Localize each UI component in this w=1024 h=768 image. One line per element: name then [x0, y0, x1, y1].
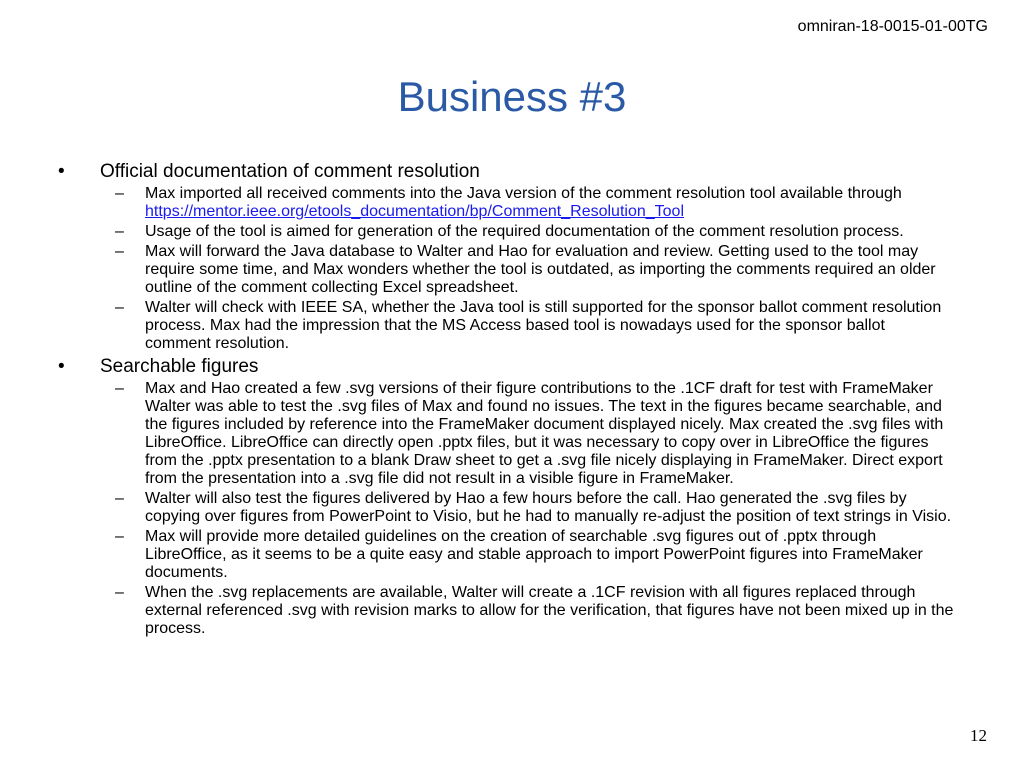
- slide-content: [58, 160, 978, 640]
- section-comment-resolution: [58, 160, 978, 353]
- dash-marker: –: [115, 185, 124, 202]
- sub-item: [58, 584, 978, 638]
- sub-item: [58, 243, 978, 297]
- bullet-item: [58, 355, 978, 378]
- bullet-marker: •: [58, 161, 65, 182]
- sub-item: [58, 490, 978, 526]
- sub-item-text: [145, 185, 978, 221]
- sub-item: [58, 223, 978, 241]
- document-id: omniran-18-0015-01-00TG: [797, 18, 988, 35]
- sub-item-text: Max and Hao created a few .svg versions of their figure contributions to the .1CF draft for test with FrameMaker Walter was able to test the .svg files of Max and found no issues. The text in the figures became searchable, and the figures included by reference into the FrameMaker document displayed nicely. Max created the .svg files with LibreOffice. LibreOffice can directly open .pptx files, but it was necessary to copy over in LibreOffice the figures from the .pptx presentation to a blank Draw sheet to get a .svg file nicely displaying in FrameMaker. Direct export from the presentation into a .svg file did not result in a visible figure in FrameMaker.: [145, 380, 944, 487]
- sub-item: [58, 528, 978, 582]
- sub-item: [58, 380, 978, 488]
- bullet-marker: •: [58, 356, 65, 377]
- sub-item-text: Walter will also test the figures delivered by Hao a few hours before the call. Hao generated the .svg files by copying over figures from PowerPoint to Visio, but he had to manually re-adjust the position of text strings in Visio.: [145, 490, 952, 525]
- dash-marker: –: [115, 584, 124, 601]
- bullet-label: Searchable figures: [100, 356, 259, 377]
- sub-item: [58, 185, 978, 221]
- sub-item-text-part: Max imported all received comments into the Java version of the comment resolution tool available through: [145, 185, 902, 202]
- sub-item-text: Walter will check with IEEE SA, whether the Java tool is still supported for the sponsor ballot comment resolution process. Max had the impression that the MS Access based tool is nowadays used for the sponsor ballot comment resolution.: [145, 299, 942, 352]
- sub-list: [58, 185, 978, 353]
- sub-item-text: Max will forward the Java database to Walter and Hao for evaluation and review. Getting used to the tool may require some time, and Max wonders whether the tool is outdated, as importing the comments required an older outline of the comment collecting Excel spreadsheet.: [145, 243, 936, 296]
- bullet-item: [58, 160, 978, 183]
- sub-item-text: Usage of the tool is aimed for generation of the required documentation of the comment resolution process.: [145, 223, 904, 240]
- dash-marker: –: [115, 380, 124, 397]
- sub-item-text: Max will provide more detailed guidelines on the creation of searchable .svg figures out of .pptx through LibreOffice, as it seems to be a quite easy and stable approach to import PowerPoint figures into FrameMaker documents.: [145, 528, 923, 581]
- dash-marker: –: [115, 490, 124, 507]
- dash-marker: –: [115, 223, 124, 240]
- bullet-label: Official documentation of comment resolution: [100, 161, 480, 182]
- dash-marker: –: [115, 528, 124, 545]
- slide-title: Business #3: [397, 73, 627, 120]
- comment-resolution-tool-link[interactable]: https://mentor.ieee.org/etools_documentation/bp/Comment_Resolution_Tool: [145, 203, 684, 220]
- dash-marker: –: [115, 299, 124, 316]
- sub-item: [58, 299, 978, 353]
- dash-marker: –: [115, 243, 124, 260]
- section-searchable-figures: [58, 355, 978, 638]
- sub-list: [58, 380, 978, 638]
- page-number: 12: [970, 726, 987, 745]
- sub-item-text: When the .svg replacements are available, Walter will create a .1CF revision with all figures replaced through external referenced .svg with revision marks to allow for the verification, that figures have not been mixed up in the process.: [145, 584, 954, 637]
